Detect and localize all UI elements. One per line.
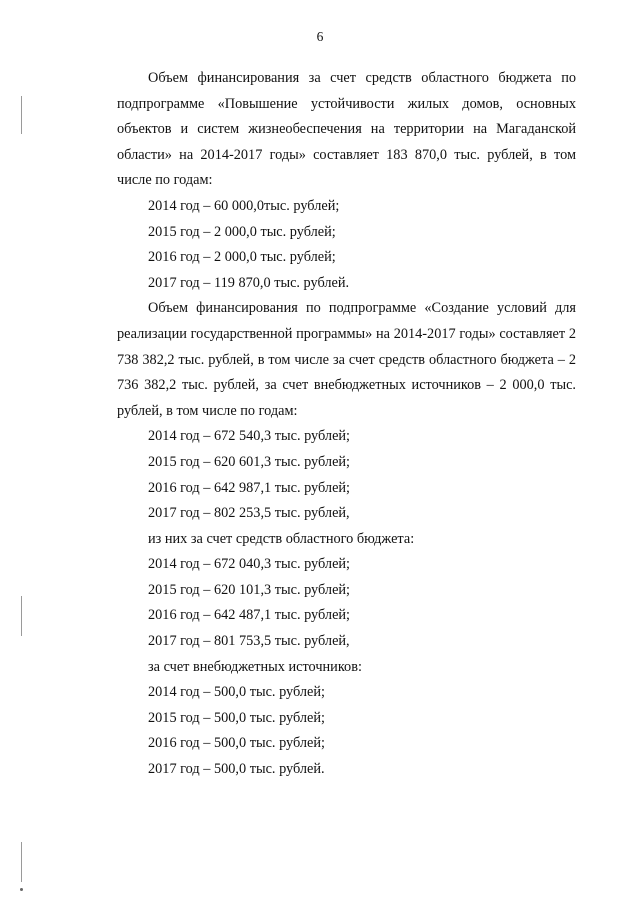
- year-line-2015: 2015 год – 2 000,0 тыс. рублей;: [148, 223, 336, 240]
- regional-year-line-2016: 2016 год – 642 487,1 тыс. рублей;: [148, 607, 351, 624]
- financing-paragraph-conditions: Объем финансирования по подпрограмме «Создание условий для реализации государственной программы» на 2014-2017 годы» составляет 2 738 382,2 тыс. рублей, в том числе за счет средств областного бюджета – 2 736 382,2 тыс. рублей, за счет внебюджетных источников – 2 000,0 тыс. рублей, в том числе по годам:: [117, 300, 576, 419]
- scan-dot-mark: [20, 888, 23, 891]
- regional-year-line-2014: 2014 год – 672 040,3 тыс. рублей;: [148, 556, 351, 573]
- year-line-2014: 2014 год – 60 000,0тыс. рублей;: [148, 197, 340, 214]
- extrabudget-year-line-2015: 2015 год – 500,0 тыс. рублей;: [148, 709, 326, 726]
- financing-paragraph-housing: Объем финансирования за счет средств областного бюджета по подпрограмме «Повышение устойчивости жилых домов, основных объектов и систем жизнеобеспечения на территории на Магаданской области» на 2014-2017 годы» составляет 183 870,0 тыс. рублей, в том числе по годам:: [117, 70, 576, 189]
- extrabudget-year-line-2017: 2017 год – 500,0 тыс. рублей.: [148, 761, 325, 778]
- total-year-line-2015: 2015 год – 620 601,3 тыс. рублей;: [148, 453, 351, 470]
- scan-edge-mark: [21, 96, 22, 134]
- extrabudget-year-line-2016: 2016 год – 500,0 тыс. рублей;: [148, 735, 326, 752]
- scan-edge-mark: [21, 842, 22, 882]
- regional-year-line-2017: 2017 год – 801 753,5 тыс. рублей,: [148, 633, 350, 650]
- scan-edge-mark: [21, 596, 22, 636]
- total-year-line-2014: 2014 год – 672 540,3 тыс. рублей;: [148, 428, 351, 445]
- document-body: [117, 66, 576, 783]
- regional-budget-heading: из них за счет средств областного бюджета:: [148, 530, 415, 547]
- page-number: 6: [316, 29, 324, 44]
- extrabudget-heading: за счет внебюджетных источников:: [148, 658, 362, 675]
- total-year-line-2017: 2017 год – 802 253,5 тыс. рублей,: [148, 505, 350, 522]
- extrabudget-year-line-2014: 2014 год – 500,0 тыс. рублей;: [148, 684, 326, 701]
- regional-year-line-2015: 2015 год – 620 101,3 тыс. рублей;: [148, 581, 351, 598]
- total-year-line-2016: 2016 год – 642 987,1 тыс. рублей;: [148, 479, 351, 496]
- year-line-2016: 2016 год – 2 000,0 тыс. рублей;: [148, 249, 336, 266]
- year-line-2017: 2017 год – 119 870,0 тыс. рублей.: [148, 274, 350, 291]
